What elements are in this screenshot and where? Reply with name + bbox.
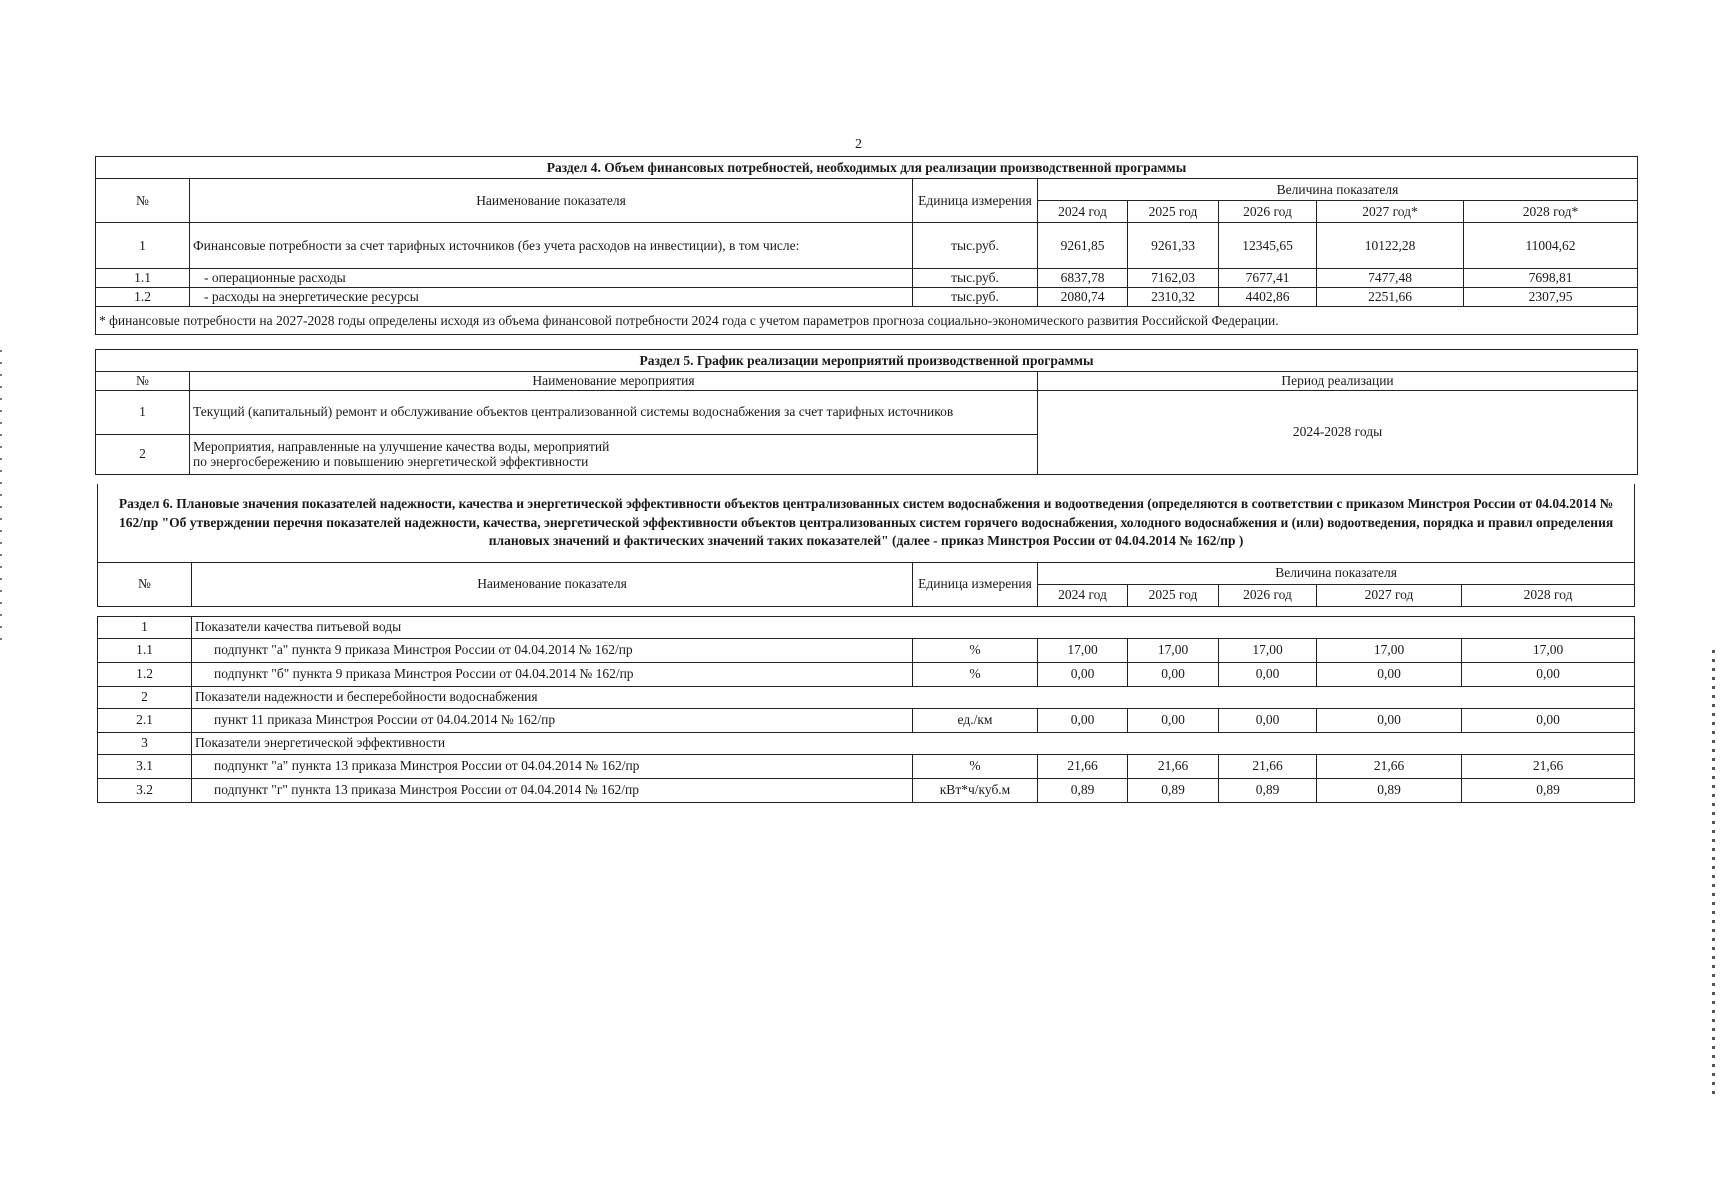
group-row — [98, 686, 1635, 708]
row-value: 17,00 — [1317, 638, 1462, 662]
section4-footnote: * финансовые потребности на 2027-2028 годы определены исходя из объема финансовой потребности 2024 года с учетом параметров прогноза социально-экономического развития Российской Федерации. — [96, 307, 1638, 335]
year-header: 2027 год* — [1317, 201, 1464, 223]
row-value: 0,89 — [1128, 778, 1219, 802]
group-num: 1 — [98, 616, 192, 638]
row-num: 1.1 — [98, 638, 192, 662]
year-header: 2028 год — [1462, 584, 1635, 606]
row-value: 0,89 — [1317, 778, 1462, 802]
page-number: 2 — [855, 137, 862, 152]
col-unit-header: Единица измерения — [913, 179, 1038, 223]
table-row — [98, 754, 1635, 778]
row-value: 0,00 — [1128, 662, 1219, 686]
row-value: 0,00 — [1219, 662, 1317, 686]
row-value: 21,66 — [1219, 754, 1317, 778]
col-name-header: Наименование мероприятия — [190, 372, 1038, 391]
row-num: 1 — [96, 223, 190, 269]
section4-title: Раздел 4. Объем финансовых потребностей, необходимых для реализации производственной программы — [96, 157, 1638, 179]
row-name: - расходы на энергетические ресурсы — [190, 288, 913, 307]
row-num: 3.2 — [98, 778, 192, 802]
scan-left-marks — [0, 350, 2, 640]
table-row — [96, 390, 1638, 434]
row-value: 21,66 — [1038, 754, 1128, 778]
row-name-line: Мероприятия, направленные на улучшение качества воды, мероприятий — [193, 438, 610, 454]
row-name: Текущий (капитальный) ремонт и обслуживание объектов централизованной системы водоснабжения за счет тарифных источников — [190, 390, 1038, 434]
row-num: 1 — [96, 390, 190, 434]
section5-table — [95, 349, 1638, 475]
row-name — [190, 434, 1038, 474]
row-unit: % — [913, 662, 1038, 686]
table-row — [98, 638, 1635, 662]
group-name: Показатели надежности и бесперебойности водоснабжения — [192, 686, 1635, 708]
scan-edge-marks — [1712, 650, 1715, 1100]
row-value: 10122,28 — [1317, 223, 1464, 269]
year-header: 2026 год — [1219, 201, 1317, 223]
col-num-header: № — [96, 372, 190, 391]
row-value: 0,00 — [1038, 662, 1128, 686]
group-num: 3 — [98, 732, 192, 754]
group-row — [98, 732, 1635, 754]
col-name-header: Наименование показателя — [192, 562, 913, 606]
table-row — [98, 778, 1635, 802]
row-value: 0,00 — [1128, 708, 1219, 732]
row-value: 7677,41 — [1219, 269, 1317, 288]
row-value: 0,89 — [1038, 778, 1128, 802]
row-value: 9261,85 — [1038, 223, 1128, 269]
row-name: подпункт "г" пункта 13 приказа Минстроя России от 04.04.2014 № 162/пр — [192, 778, 913, 802]
section4-table — [95, 156, 1638, 335]
row-value: 0,00 — [1317, 662, 1462, 686]
group-name: Показатели энергетической эффективности — [192, 732, 1635, 754]
col-name-header: Наименование показателя — [190, 179, 913, 223]
row-unit: ед./км — [913, 708, 1038, 732]
year-header: 2026 год — [1219, 584, 1317, 606]
col-num-header: № — [96, 179, 190, 223]
row-value: 2251,66 — [1317, 288, 1464, 307]
col-value-header: Величина показателя — [1038, 179, 1638, 201]
row-num: 1.2 — [98, 662, 192, 686]
row-value: 21,66 — [1317, 754, 1462, 778]
row-value: 7698,81 — [1464, 269, 1638, 288]
row-value: 0,00 — [1219, 708, 1317, 732]
row-value: 0,00 — [1462, 662, 1635, 686]
row-name: - операционные расходы — [190, 269, 913, 288]
row-name: подпункт "б" пункта 9 приказа Минстроя России от 04.04.2014 № 162/пр — [192, 662, 913, 686]
section6-table — [97, 484, 1635, 803]
row-value: 2307,95 — [1464, 288, 1638, 307]
row-unit: кВт*ч/куб.м — [913, 778, 1038, 802]
row-name: пункт 11 приказа Минстроя России от 04.04.2014 № 162/пр — [192, 708, 913, 732]
row-num: 2.1 — [98, 708, 192, 732]
col-period-header: Период реализации — [1038, 372, 1638, 391]
section5-title: Раздел 5. График реализации мероприятий производственной программы — [96, 350, 1638, 372]
row-value: 12345,65 — [1219, 223, 1317, 269]
table-row — [96, 223, 1638, 269]
row-unit: % — [913, 754, 1038, 778]
row-num: 1.2 — [96, 288, 190, 307]
row-value: 0,89 — [1462, 778, 1635, 802]
row-name: Финансовые потребности за счет тарифных источников (без учета расходов на инвестиции), в том числе: — [190, 223, 913, 269]
row-value: 11004,62 — [1464, 223, 1638, 269]
row-name: подпункт "а" пункта 13 приказа Минстроя России от 04.04.2014 № 162/пр — [192, 754, 913, 778]
year-header: 2027 год — [1317, 584, 1462, 606]
row-value: 0,00 — [1317, 708, 1462, 732]
row-value: 17,00 — [1219, 638, 1317, 662]
row-value: 17,00 — [1128, 638, 1219, 662]
row-unit: тыс.руб. — [913, 269, 1038, 288]
group-num: 2 — [98, 686, 192, 708]
row-value: 2310,32 — [1128, 288, 1219, 307]
row-value: 0,00 — [1038, 708, 1128, 732]
row-unit: тыс.руб. — [913, 288, 1038, 307]
row-value: 2080,74 — [1038, 288, 1128, 307]
row-value: 6837,78 — [1038, 269, 1128, 288]
col-unit-header: Единица измерения — [913, 562, 1038, 606]
row-name-line: по энергосбережению и повышению энергетической эффективности — [193, 454, 589, 470]
row-value: 17,00 — [1038, 638, 1128, 662]
group-name: Показатели качества питьевой воды — [192, 616, 1635, 638]
row-num: 1.1 — [96, 269, 190, 288]
row-num: 2 — [96, 434, 190, 474]
row-value: 7162,03 — [1128, 269, 1219, 288]
period-value: 2024-2028 годы — [1038, 390, 1638, 474]
col-value-header: Величина показателя — [1038, 562, 1635, 584]
row-value: 7477,48 — [1317, 269, 1464, 288]
row-value: 0,00 — [1462, 708, 1635, 732]
row-value: 17,00 — [1462, 638, 1635, 662]
table-row — [96, 269, 1638, 288]
row-unit: % — [913, 638, 1038, 662]
year-header: 2024 год — [1038, 201, 1128, 223]
table-row — [98, 662, 1635, 686]
year-header: 2024 год — [1038, 584, 1128, 606]
row-name: подпункт "а" пункта 9 приказа Минстроя России от 04.04.2014 № 162/пр — [192, 638, 913, 662]
year-header: 2028 год* — [1464, 201, 1638, 223]
year-header: 2025 год — [1128, 201, 1219, 223]
group-row — [98, 616, 1635, 638]
row-value: 4402,86 — [1219, 288, 1317, 307]
row-value: 21,66 — [1128, 754, 1219, 778]
row-unit: тыс.руб. — [913, 223, 1038, 269]
year-header: 2025 год — [1128, 584, 1219, 606]
row-num: 3.1 — [98, 754, 192, 778]
table-row — [96, 288, 1638, 307]
col-num-header: № — [98, 562, 192, 606]
row-value: 0,89 — [1219, 778, 1317, 802]
section6-title: Раздел 6. Плановые значения показателей надежности, качества и энергетической эффективности объектов централизованных систем водоснабжения и водоотведения (определяются в соответствии с приказом Минстроя России от 04.04.2014 № 162/пр "Об утверждении перечня показателей надежности, качества, энергетической эффективности объектов централизованных систем горячего водоснабжения, холодного водоснабжения и (или) водоотведения, порядка и правил определения плановых значений и фактических значений таких показателей" (далее - приказ Минстроя России от 04.04.2014 № 162/пр ) — [98, 484, 1635, 562]
table-row — [98, 708, 1635, 732]
row-value: 9261,33 — [1128, 223, 1219, 269]
row-value: 21,66 — [1462, 754, 1635, 778]
